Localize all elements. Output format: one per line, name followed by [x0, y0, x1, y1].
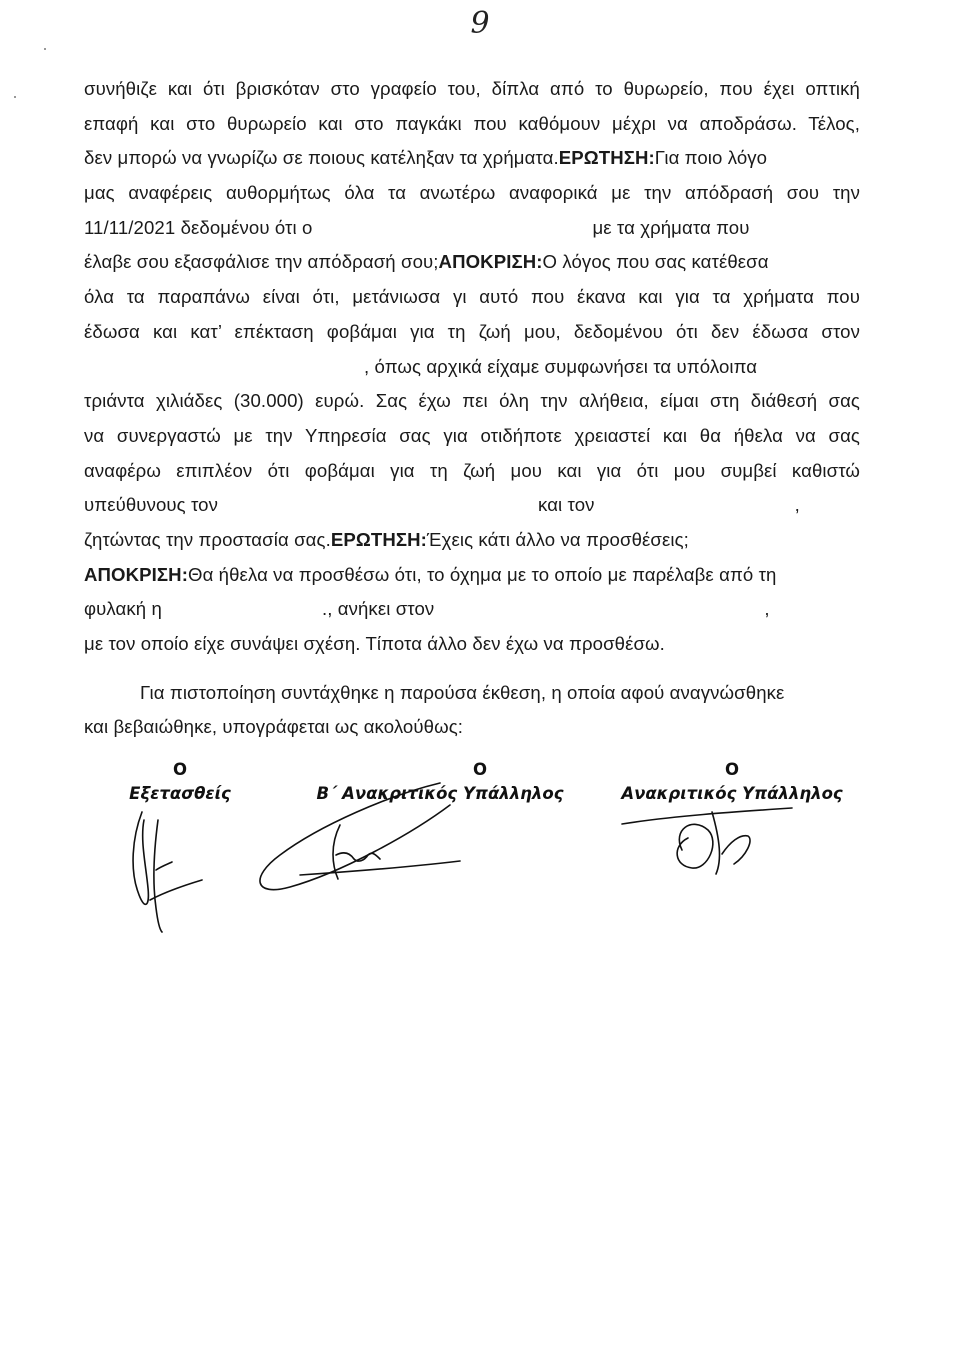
- paragraph-text: αναφέρω επιπλέον ότι φοβάμαι για τη ζωή μου και για ότι μου συμβεί καθιστώ: [84, 459, 860, 481]
- paragraph-line: [84, 454, 860, 489]
- paragraph-line: [84, 211, 860, 246]
- paragraph-text: Θα ήθελα να προσθέσω ότι, το όχημα με το οποίο με παρέλαβε από τη: [188, 563, 777, 585]
- paragraph-text: ., ανήκει στον: [321, 598, 435, 620]
- page-number: 9: [470, 6, 490, 41]
- signature-title: Β΄ Ανακριτικός Υπάλληλος: [316, 784, 564, 803]
- closing-text: και βεβαιώθηκε, υπογράφεται ως ακολούθως:: [84, 716, 464, 738]
- redacted-name-gap: [218, 488, 538, 523]
- paragraph-text: ζητώντας την προστασία σας.: [84, 528, 331, 550]
- statement-body: [84, 72, 860, 745]
- paragraph-line: [84, 488, 860, 523]
- paragraph-line: [84, 245, 860, 280]
- paragraph-line: [84, 592, 860, 627]
- paragraph-line: [84, 176, 860, 211]
- paragraph-line: [84, 107, 860, 142]
- signature-officer: [612, 790, 812, 890]
- signature-article: Ο: [472, 760, 488, 779]
- signature-title: Ανακριτικός Υπάλληλος: [621, 784, 843, 803]
- paragraph-line: [84, 384, 860, 419]
- paragraph-text: έλαβε σου εξασφάλισε την απόδρασή σου;: [84, 251, 439, 273]
- paragraph-text: Έχεις κάτι άλλο να προσθέσεις;: [426, 528, 689, 550]
- paragraph-line: [84, 627, 860, 662]
- paragraph-line: [84, 280, 860, 315]
- signature-article: Ο: [724, 760, 740, 779]
- paragraph-text: έδωσα και κατ’ επέκταση φοβάμαι για τη ζωή μου, δεδομένου ότι δεν έδωσα στον: [84, 320, 860, 342]
- paragraph-text: φυλακή η: [84, 598, 162, 620]
- redacted-name-gap: [312, 211, 592, 246]
- paragraph-text: να συνεργαστώ με την Υπηρεσία σας για οτιδήποτε χρειαστεί και θα ήθελα να σας: [84, 424, 860, 446]
- paragraph-line: [84, 558, 860, 593]
- signature-article: Ο: [172, 760, 188, 779]
- signature-block-examined: [110, 758, 250, 806]
- paragraph-text: ,: [794, 494, 800, 516]
- closing-line: [84, 710, 860, 745]
- redacted-name-gap: [162, 592, 322, 627]
- closing-text: Για πιστοποίηση συντάχθηκε η παρούσα έκθεση, η οποία αφού αναγνώσθηκε: [140, 681, 785, 703]
- statement-paragraph: [84, 72, 860, 662]
- scan-speck: [44, 48, 46, 50]
- scan-speck: [14, 96, 16, 98]
- paragraph-text: Για ποιο λόγο: [654, 147, 768, 169]
- paragraph-text: υπεύθυνους τον: [84, 494, 219, 516]
- signature-b-officer: [240, 775, 480, 905]
- paragraph-text: όλα τα παραπάνω είναι ότι, μετάνιωσα γι αυτό που έκανα και για τα χρήματα που: [84, 286, 860, 308]
- paragraph-line: [84, 315, 860, 350]
- paragraph-line: [84, 419, 860, 454]
- paragraph-line: [84, 141, 860, 176]
- paragraph-text: δεν μπορώ να γνωρίζω σε ποιους κατέληξαν τα χρήματα.: [84, 147, 559, 169]
- paragraph-text: 11/11/2021 δεδομένου ότι ο: [84, 216, 313, 238]
- signature-examined: [110, 800, 220, 940]
- paragraph-text: , όπως αρχικά είχαμε συμφωνήσει τα υπόλοιπα: [364, 355, 758, 377]
- paragraph-text: μας αναφέρεις αυθορμήτως όλα τα ανωτέρω αναφορικά με την απόδρασή σου την: [84, 182, 860, 204]
- paragraph-text: συνήθιζε και ότι βρισκόταν στο γραφείο του, δίπλα από το θυρωρείο, που έχει οπτική: [84, 78, 860, 99]
- paragraph-text: με τον οποίο είχε συνάψει σχέση. Τίποτα άλλο δεν έχω να προσθέσω.: [84, 633, 665, 654]
- bold-label: ΕΡΩΤΗΣΗ:: [558, 147, 655, 169]
- paragraph-text: Ο λόγος που σας κατέθεσα: [542, 251, 769, 273]
- paragraph-text: ,: [764, 598, 770, 620]
- paragraph-text: τριάντα χιλιάδες (30.000) ευρώ. Σας έχω πει όλη την αλήθεια, είμαι στη διάθεσή σας: [84, 390, 860, 412]
- closing-line: [84, 676, 860, 711]
- paragraph-text: και τον: [538, 494, 595, 516]
- paragraph-text: με τα χρήματα που: [592, 216, 750, 238]
- bold-label: ΑΠΟΚΡΙΣΗ:: [438, 251, 543, 273]
- bold-label: ΕΡΩΤΗΣΗ:: [330, 528, 427, 550]
- redacted-name-gap: [595, 488, 795, 523]
- redacted-name-gap: [434, 592, 764, 627]
- bold-label: ΑΠΟΚΡΙΣΗ:: [84, 563, 188, 585]
- signature-title: Εξετασθείς: [129, 784, 231, 803]
- paragraph-text: επαφή και στο θυρωρείο και στο παγκάκι που καθόμουν μέχρι να αποδράσω. Τέλος,: [84, 112, 860, 134]
- redacted-name-gap: [84, 350, 364, 385]
- paragraph-line: [84, 72, 860, 107]
- paragraph-line: [84, 350, 860, 385]
- paragraph-line: [84, 523, 860, 558]
